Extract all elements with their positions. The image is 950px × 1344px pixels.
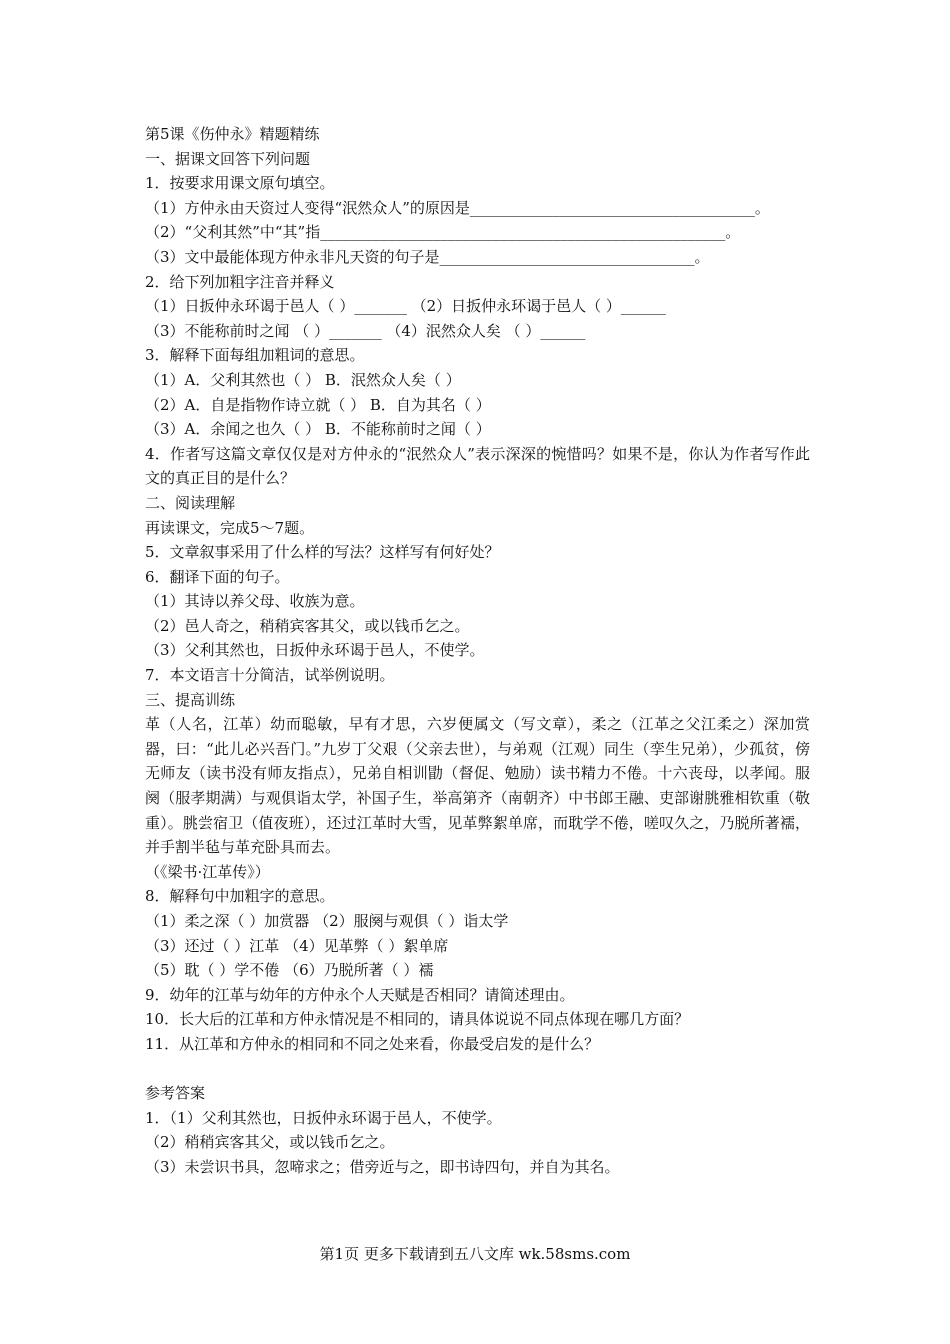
question-3-part-1: （1）A．父利其然也（ ） B．泯然众人矣（ ） [145,370,461,389]
page-footer: 第1页 更多下载请到五八文库 wk.58sms.com [319,1245,631,1263]
question-6-part-1: （1）其诗以养父母、收族为意。 [145,592,365,611]
question-6-part-3: （3）父利其然也，日扳仲永环谒于邑人，不使学。 [145,641,485,660]
section-2-intro: 再读课文，完成5～7题。 [145,518,315,537]
question-9: 9．幼年的江革与幼年的方仲永个人天赋是否相同？请简述理由。 [145,985,575,1004]
question-2-row-2: （3）不能称前时之闻 （ ）_______ （4）泯然众人矣 （ ）______ [145,321,586,340]
answer-1-part-2: （2）稍稍宾客其父，或以钱币乞之。 [145,1133,395,1152]
question-10: 10．长大后的江革和方仲永情况是不相同的，请具体说说不同点体现在哪几方面？ [145,1010,690,1029]
question-8: 8．解释句中加粗字的意思。 [145,887,335,906]
section-heading-1: 一、据课文回答下列问题 [145,149,311,168]
question-1-part-1: （1）方仲永由天资过人变得“泯然众人”的原因是______________________________________。 [145,198,770,217]
question-4: 4．作者写这篇文章仅仅是对方仲永的“泯然众人”表示深深的惋惜吗？如果不是，你认为作者写作此文的真正目的是什么？ [145,444,810,488]
blank-spacer [145,1057,810,1082]
question-11: 11．从江革和方仲永的相同和不同之处来看，你最受启发的是什么？ [145,1034,600,1053]
question-8-row-3: （5）耽（ ）学不倦 （6）乃脱所著（ ）襦 [145,961,434,980]
question-6-part-2: （2）邑人奇之，稍稍宾客其父，或以钱币乞之。 [145,616,470,635]
answer-1-part-3: （3）未尝识书具，忽啼求之；借旁近与之，即书诗四句，并自为其名。 [145,1157,620,1176]
question-2-row-1: （1）日扳仲永环谒于邑人（ ）_______ （2）日扳仲永环谒于邑人（ ）______ [145,297,666,316]
answers-heading: 参考答案 [145,1084,206,1103]
question-1-part-2: （2）“父利其然”中“其”指______________________________________________________。 [145,223,741,242]
question-8-row-2: （3）还过（ ）江革 （4）见革弊（ ）絮单席 [145,936,449,955]
question-1-part-3: （3）文中最能体现方仲永非凡天资的句子是__________________________________。 [145,247,710,266]
question-3-part-3: （3）A．余闻之也久（ ） B．不能称前时之闻（ ） [145,420,491,439]
document-title: 第5课《伤仲永》精题精练 [145,125,320,143]
question-2: 2．给下列加粗字注音并释义 [145,272,335,291]
section-heading-3: 三、提高训练 [145,690,236,709]
reading-passage: 革（人名，江革）幼而聪敏，早有才思，六岁便属文（写文章），柔之（江革之父江柔之）深加赏器，曰：“此儿必兴吾门。”九岁丁父艰（父亲去世），与弟观（江观）同生（孪生兄弟），少孤贫，傍无师友（读书没有师友指点），兄弟自相训勖（督促、勉励）读书精力不倦。十六丧母，以孝闻。服阕（服孝期满）与观俱诣太学，补国子生，举高第齐（南朝齐）中书郎王融、吏部谢朓雅相钦重（敬重）。朓尝宿卫（值夜班），还过江革时大雪，见革弊絮单席，而耽学不倦，嗟叹久之，乃脱所著襦，并手割半毡与革充卧具而去。 [145,715,810,857]
passage-source: （《梁书·江革传》） [145,862,270,881]
answer-1-part-1: 1．（1）父利其然也，日扳仲永环谒于邑人，不使学。 [145,1108,502,1127]
document-body [145,122,810,1180]
question-5: 5．文章叙事采用了什么样的写法？这样写有何好处？ [145,543,500,562]
question-6: 6．翻译下面的句子。 [145,567,290,586]
question-3-part-2: （2）A．自是指物作诗立就（ ） B．自为其名（ ） [145,395,491,414]
question-7: 7．本文语言十分简洁，试举例说明。 [145,666,395,685]
question-3: 3．解释下面每组加粗词的意思。 [145,346,365,365]
section-heading-2: 二、阅读理解 [145,493,236,512]
question-8-row-1: （1）柔之深（ ）加赏器 （2）服阕与观俱（ ）诣太学 [145,912,509,930]
question-1: 1．按要求用课文原句填空。 [145,174,335,193]
